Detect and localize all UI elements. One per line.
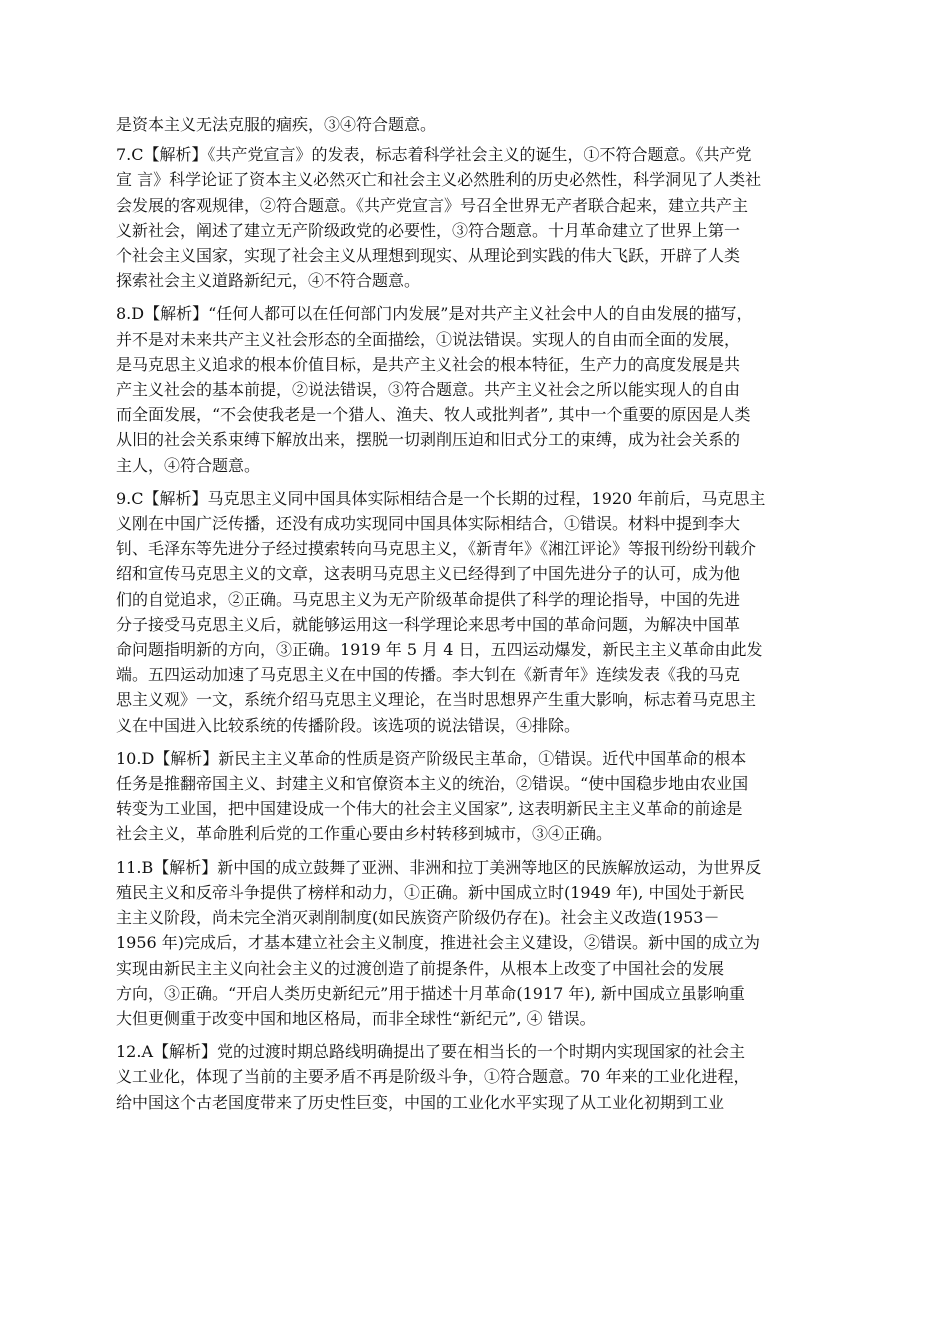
text-line: 钊、毛泽东等先进分子经过摸索转向马克思主义，《新青年》《湘江评论》等报刊纷纷刊载介: [116, 539, 757, 559]
paragraph-answer-9: [116, 486, 836, 738]
text-line: 个社会主义国家，实现了社会主义从理想到现实、从理论到实践的伟大飞跃，开辟了人类: [116, 246, 741, 266]
text-line: 思主义观》一文，系统介绍马克思主义理论，在当时思想界产生重大影响，标志着马克思主: [116, 690, 757, 710]
text-line: 7.C【解析】《共产党宣言》的发表，标志着科学社会主义的诞生，①不符合题意。《共产党: [116, 145, 752, 165]
paragraph-answer-7: [116, 142, 836, 293]
text-line: 9.C【解析】马克思主义同中国具体实际相结合是一个长期的过程，1920 年前后，马克思主: [116, 488, 766, 508]
text-line: 1956 年)完成后，才基本建立社会主义制度，推进社会主义建设，②错误。新中国的成立为: [116, 933, 761, 953]
text-line: 分子接受马克思主义后，就能够运用这一科学理论来思考中国的革命问题，为解决中国革: [116, 614, 741, 634]
text-line: 10.D【解析】新民主主义革命的性质是资产阶级民主革命，①错误。近代中国革命的根本: [116, 748, 747, 768]
text-line: 产主义社会的基本前提，②说法错误，③符合题意。共产主义社会之所以能实现人的自由: [116, 380, 741, 400]
text-line: 主主义阶段，尚未完全消灭剥削制度(如民族资产阶级仍存在)。社会主义改造(1953－: [116, 908, 720, 928]
text-line: 12.A【解析】党的过渡时期总路线明确提出了要在相当长的一个时期内实现国家的社会主: [116, 1042, 746, 1062]
text-line: 给中国这个古老国度带来了历史性巨变，中国的工业化水平实现了从工业化初期到工业: [116, 1092, 725, 1112]
text-line: 是资本主义无法克服的痼疾，③④符合题意。: [116, 115, 437, 134]
text-line: 探索社会主义道路新纪元，④不符合题意。: [116, 271, 421, 291]
text-line: 实现由新民主主义向社会主义的过渡创造了前提条件，从根本上改变了中国社会的发展: [116, 958, 725, 978]
text-line: 从旧的社会关系束缚下解放出来，摆脱一切剥削压迫和旧式分工的束缚，成为社会关系的: [116, 430, 741, 450]
text-line: 宣 言》科学论证了资本主义必然灭亡和社会主义必然胜利的历史必然性，科学洞见了人类社: [116, 170, 762, 190]
text-line: 会发展的客观规律，②符合题意。《共产党宣言》号召全世界无产者联合起来，建立共产主: [116, 195, 749, 215]
paragraph-continuation: [116, 112, 836, 137]
document-page: [116, 112, 836, 1123]
text-line: 方向，③正确。“开启人类历史新纪元”用于描述十月革命(1917 年), 新中国成立虽影响重: [116, 983, 745, 1003]
text-line: 义在中国进入比较系统的传播阶段。该选项的说法错误，④排除。: [116, 715, 581, 735]
text-line: 绍和宣传马克思主义的文章，这表明马克思主义已经得到了中国先进分子的认可，成为他: [116, 564, 741, 584]
paragraph-answer-11: [116, 855, 836, 1031]
text-line: 是马克思主义追求的根本价值目标，是共产主义社会的根本特征，生产力的高度发展是共: [116, 354, 741, 374]
text-line: 社会主义，革命胜利后党的工作重心要由乡村转移到城市，③④正确。: [116, 824, 613, 844]
text-line: 大但更侧重于改变中国和地区格局，而非全球性“新纪元”, ④ 错误。: [116, 1008, 596, 1028]
text-line: 8.D【解析】“任何人都可以在任何部门内发展”是对共产主义社会中人的自由发展的描写，: [116, 304, 753, 324]
text-line: 主人，④符合题意。: [116, 455, 261, 475]
text-line: 并不是对未来共产主义社会形态的全面描绘，①说法错误。实现人的自由而全面的发展，: [116, 329, 741, 349]
text-line: 任务是推翻帝国主义、封建主义和官僚资本主义的统治，②错误。“使中国稳步地由农业国: [116, 774, 749, 794]
paragraph-answer-10: [116, 746, 836, 847]
text-line: 转变为工业国，把中国建设成一个伟大的社会主义国家”, 这表明新民主主义革命的前途是: [116, 799, 743, 819]
paragraph-answer-12: [116, 1039, 836, 1115]
text-line: 义工业化，体现了当前的主要矛盾不再是阶级斗争，①符合题意。70 年来的工业化进程，: [116, 1067, 750, 1087]
text-line: 而全面发展，“不会使我老是一个猎人、渔夫、牧人或批判者”, 其中一个重要的原因是人类: [116, 405, 751, 425]
text-line: 殖民主义和反帝斗争提供了榜样和动力，①正确。新中国成立时(1949 年), 中国处于新民: [116, 882, 745, 902]
text-line: 义新社会，阐述了建立无产阶级政党的必要性，③符合题意。十月革命建立了世界上第一: [116, 220, 741, 240]
text-line: 义刚在中国广泛传播，还没有成功实现同中国具体实际相结合，①错误。材料中提到李大: [116, 514, 741, 534]
text-line: 端。五四运动加速了马克思主义在中国的传播。李大钊在《新青年》连续发表《我的马克: [116, 665, 741, 685]
text-line: 们的自觉追求，②正确。马克思主义为无产阶级革命提供了科学的理论指导，中国的先进: [116, 589, 741, 609]
text-line: 11.B【解析】新中国的成立鼓舞了亚洲、非洲和拉丁美洲等地区的民族解放运动，为世界反: [116, 857, 762, 877]
text-line: 命问题指明新的方向，③正确。1919 年 5 月 4 日，五四运动爆发，新民主主义革命由此发: [116, 640, 763, 660]
paragraph-answer-8: [116, 301, 836, 477]
